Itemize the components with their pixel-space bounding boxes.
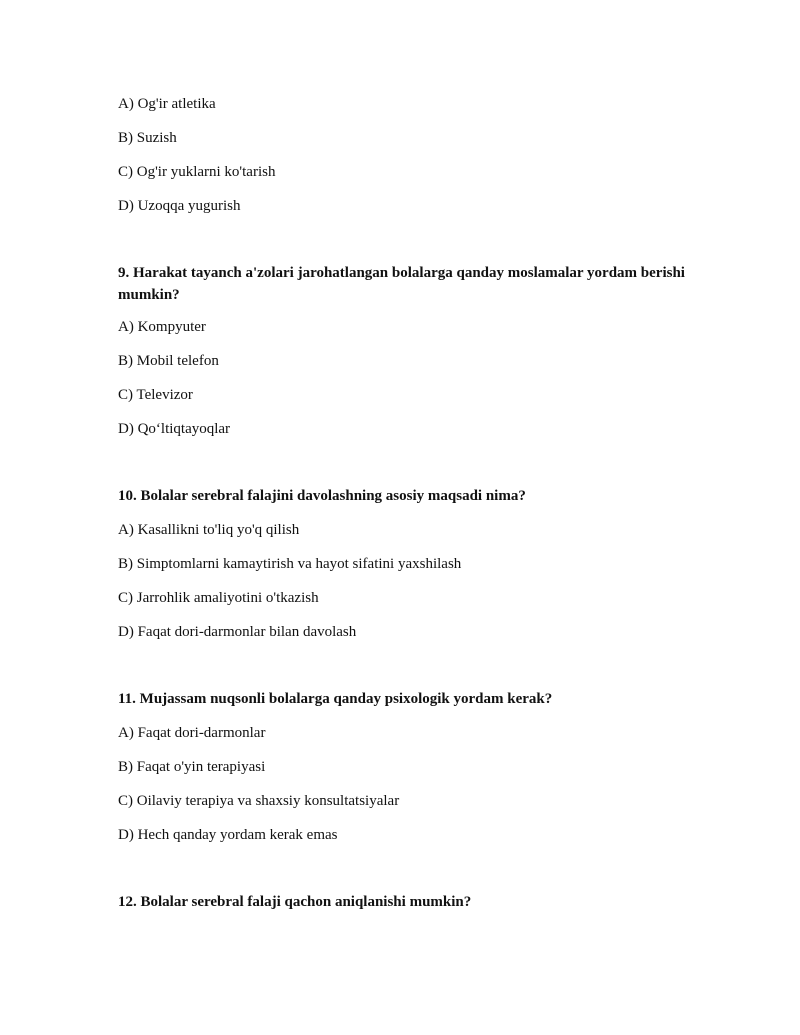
q11-question: 11. Mujassam nuqsonli bolalarga qanday psixologik yordam kerak? bbox=[118, 691, 553, 707]
q11-option-d: D) Hech qanday yordam kerak emas bbox=[118, 827, 338, 843]
q8-option-b: B) Suzish bbox=[118, 130, 177, 146]
q10-option-c: C) Jarrohlik amaliyotini o'tkazish bbox=[118, 590, 319, 606]
q9-option-d: D) Qoʻltiqtayoqlar bbox=[118, 421, 231, 437]
q10-option-a: A) Kasallikni to'liq yo'q qilish bbox=[118, 522, 300, 538]
q9-option-a: A) Kompyuter bbox=[118, 319, 206, 335]
q11-option-c: C) Oilaviy terapiya va shaxsiy konsultatsiyalar bbox=[118, 793, 400, 809]
q9-option-b: B) Mobil telefon bbox=[118, 353, 219, 369]
q10-option-d: D) Faqat dori-darmonlar bilan davolash bbox=[118, 624, 357, 640]
q10-option-b: B) Simptomlarni kamaytirish va hayot sifatini yaxshilash bbox=[118, 556, 462, 572]
q9-question: 9. Harakat tayanch a'zolari jarohatlangan bolalarga qanday moslamalar yordam berishi mumkin? bbox=[118, 265, 685, 303]
q8-option-c: C) Og'ir yuklarni ko'tarish bbox=[118, 164, 276, 180]
q11-option-a: A) Faqat dori-darmonlar bbox=[118, 725, 266, 741]
q12-question: 12. Bolalar serebral falaji qachon aniqlanishi mumkin? bbox=[118, 894, 472, 910]
q9-option-c: C) Televizor bbox=[118, 387, 193, 403]
q8-option-a: A) Og'ir atletika bbox=[118, 96, 216, 112]
q8-option-d: D) Uzoqqa yugurish bbox=[118, 198, 241, 214]
q11-option-b: B) Faqat o'yin terapiyasi bbox=[118, 759, 266, 775]
q10-question: 10. Bolalar serebral falajini davolashning asosiy maqsadi nima? bbox=[118, 488, 526, 504]
